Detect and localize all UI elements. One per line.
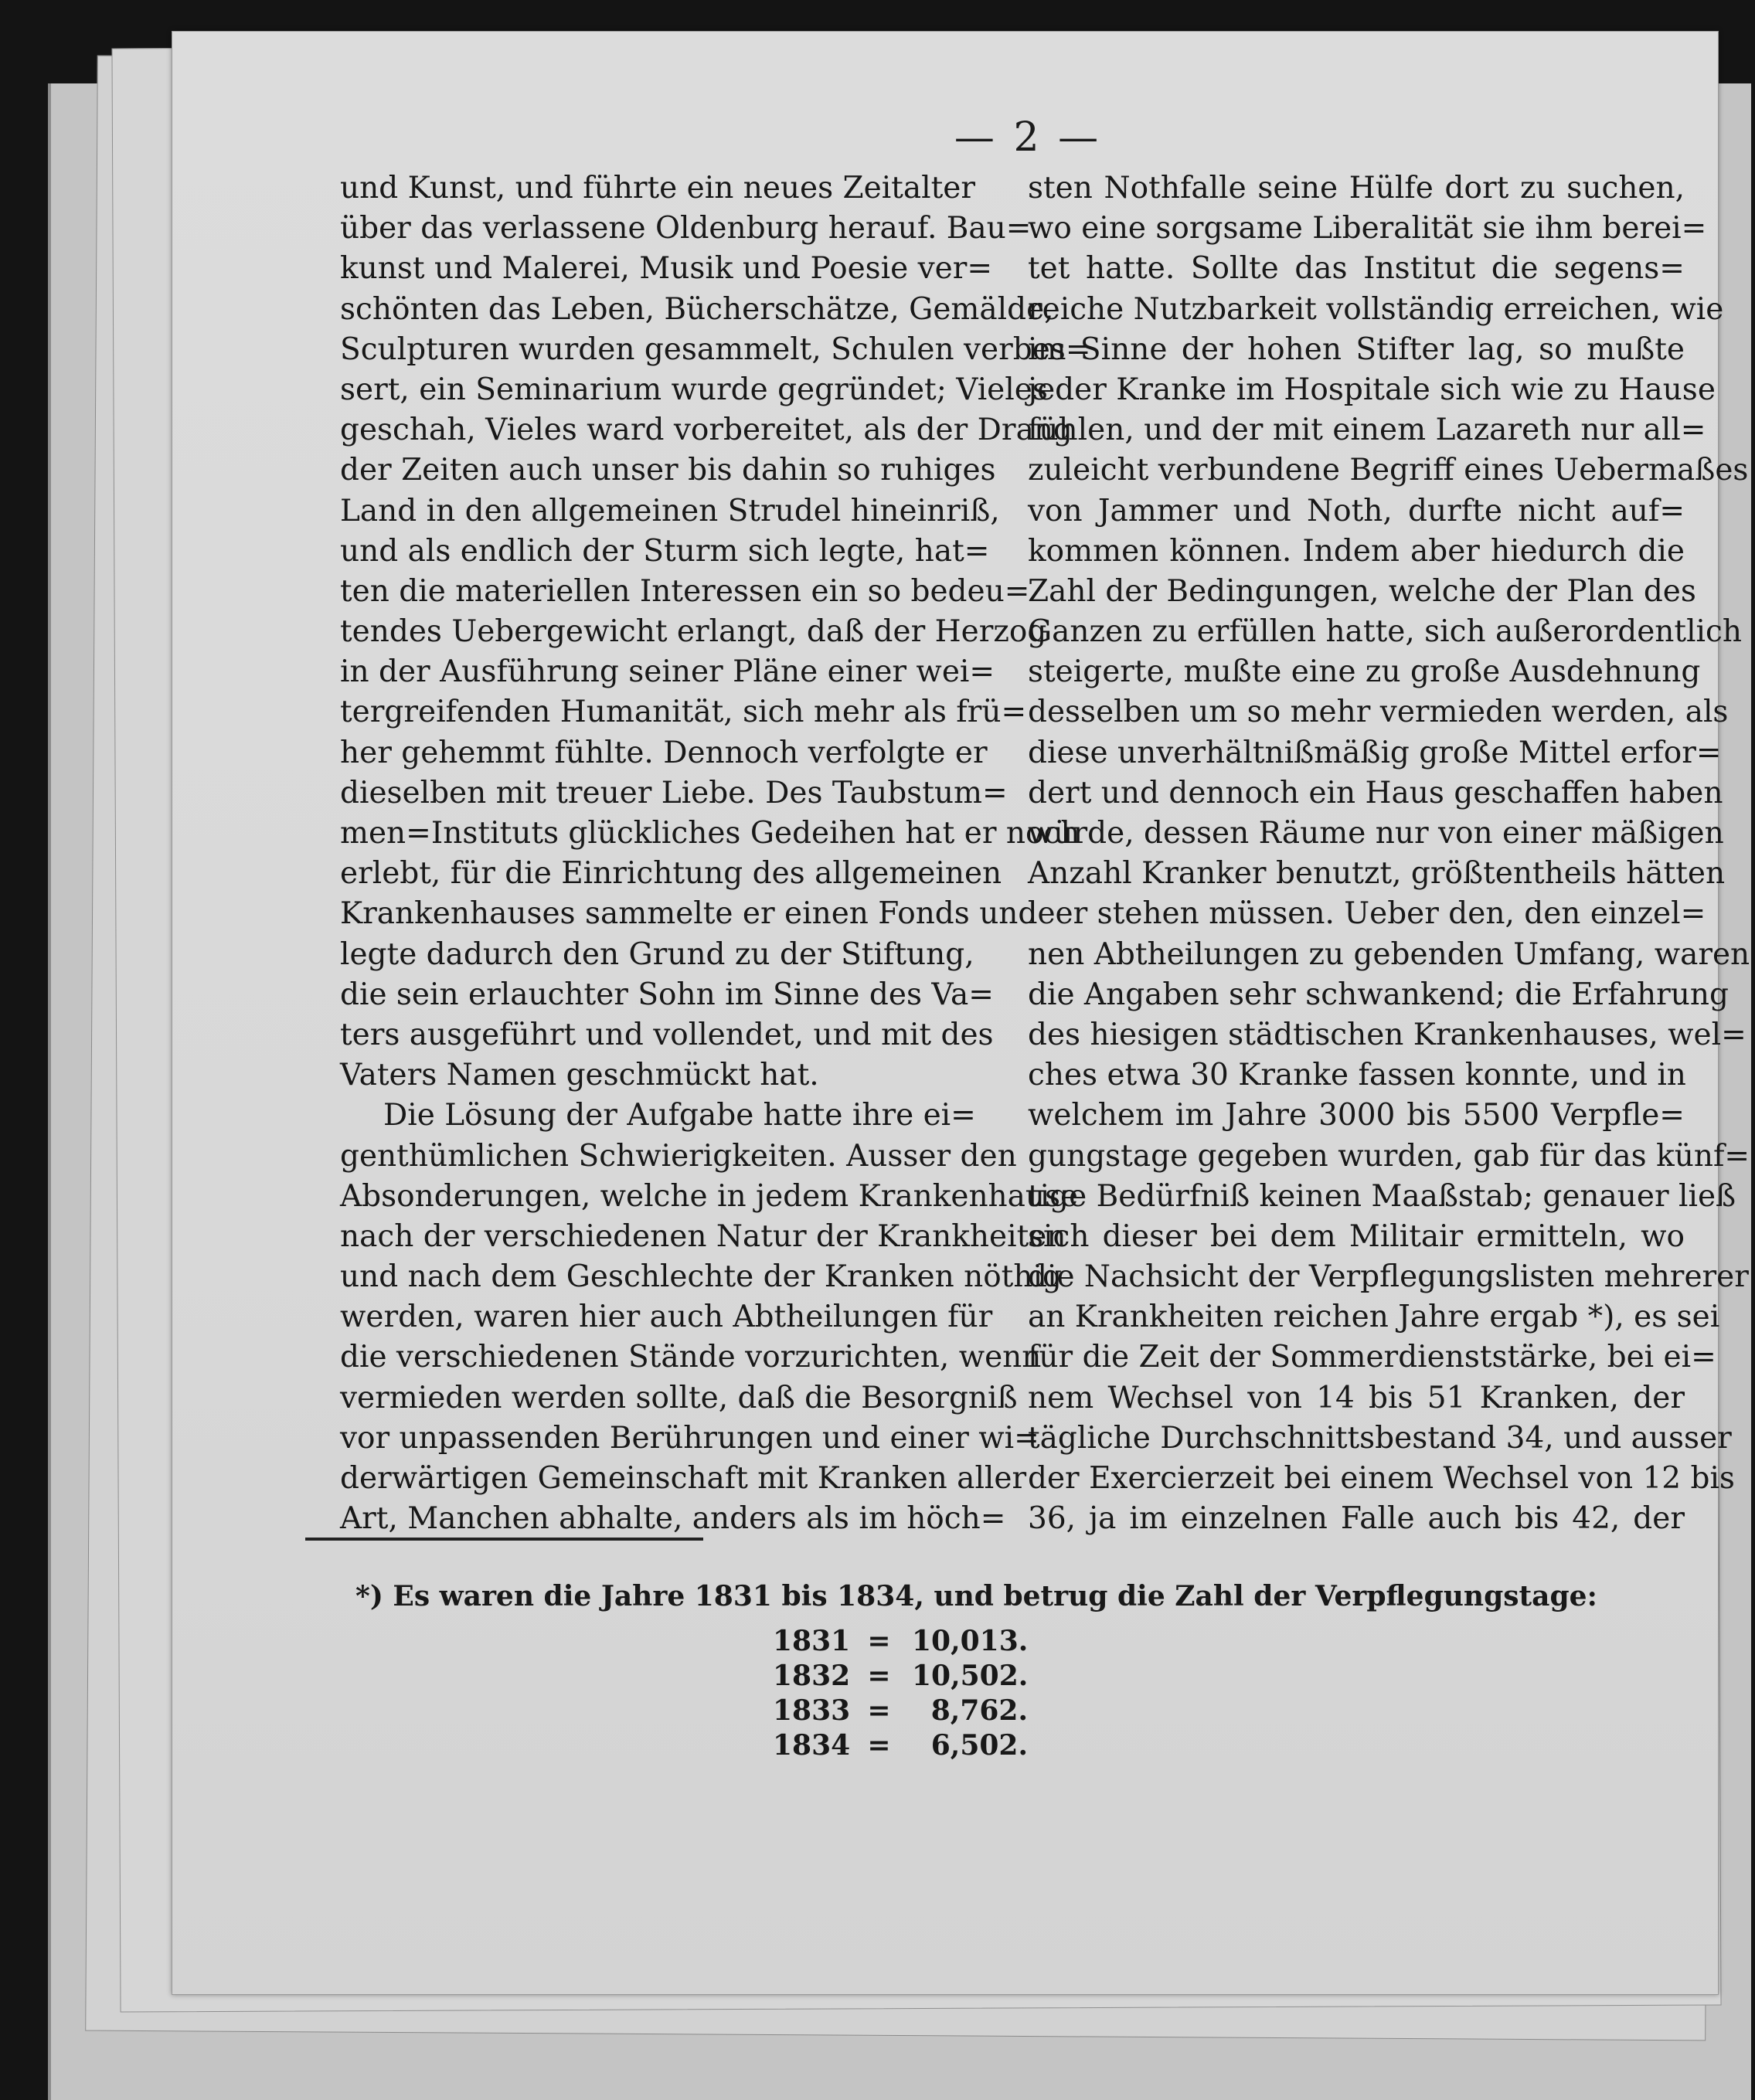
footnote-row <box>773 1728 1028 1763</box>
text-line: und nach dem Geschlechte der Kranken nöthig <box>340 1259 1062 1295</box>
text-line: Sculpturen wurden gesammelt, Schulen verbes= <box>340 331 1091 367</box>
text-line: schönten das Leben, Bücherschätze, Gemälde, <box>340 291 1054 327</box>
text-line: sten Nothfalle seine Hülfe dort zu suchen, <box>1028 171 1685 206</box>
text-line: Vaters Namen geschmückt hat. <box>340 1058 819 1093</box>
text-line: des hiesigen städtischen Krankenhauses, wel= <box>1028 1017 1746 1052</box>
footnote-equals: = <box>867 1625 891 1657</box>
text-line: ten die materiellen Interessen ein so bedeu= <box>340 573 1030 609</box>
footnote-equals: = <box>867 1729 891 1762</box>
text-column-left <box>340 168 1091 1539</box>
footnote-value: 6,502. <box>930 1729 1028 1762</box>
footnote-year: 1832 <box>773 1660 851 1692</box>
text-line: die Nachsicht der Verpflegungslisten mehrerer <box>1028 1259 1749 1295</box>
text-line: dieselben mit treuer Liebe. Des Taubstum= <box>340 775 1008 810</box>
text-line: der Zeiten auch unser bis dahin so ruhiges <box>340 453 996 488</box>
footnote-year: 1833 <box>773 1694 851 1727</box>
text-line: geschah, Vieles ward vorbereitet, als der Drang <box>340 413 1073 448</box>
text-line: jeder Kranke im Hospitale sich wie zu Hause <box>1028 372 1716 407</box>
text-line: von Jammer und Noth, durfte nicht auf= <box>1028 493 1685 528</box>
text-line: dert und dennoch ein Haus geschaffen haben <box>1028 775 1723 810</box>
text-line: Anzahl Kranker benutzt, größtentheils hätten <box>1028 856 1726 892</box>
text-line: und als endlich der Sturm sich legte, hat= <box>340 533 990 569</box>
text-line: sert, ein Seminarium wurde gegründet; Vieles <box>340 372 1048 407</box>
text-line: diese unverhältnißmäßig große Mittel erfor= <box>1028 735 1722 770</box>
footnote-value: 10,502. <box>912 1660 1029 1692</box>
text-line: tergreifenden Humanität, sich mehr als frü= <box>340 695 1027 730</box>
footnote-value: 8,762. <box>930 1694 1028 1727</box>
text-line: 36, ja im einzelnen Falle auch bis 42, der <box>1028 1501 1685 1537</box>
text-line: ches etwa 30 Kranke fassen konnte, und in <box>1028 1058 1686 1093</box>
text-line: tendes Uebergewicht erlangt, daß der Herzog <box>340 614 1047 650</box>
text-line: nach der verschiedenen Natur der Krankheiten <box>340 1218 1066 1254</box>
text-line: die sein erlauchter Sohn im Sinne des Va= <box>340 977 994 1012</box>
footnote-equals: = <box>867 1694 891 1727</box>
text-line: her gehemmt fühlte. Dennoch verfolgte er <box>340 735 988 770</box>
text-line: legte dadurch den Grund zu der Stiftung, <box>340 936 974 972</box>
text-line: in der Ausführung seiner Pläne einer wei= <box>340 654 995 690</box>
text-line: derwärtigen Gemeinschaft mit Kranken aller <box>340 1461 1027 1496</box>
text-line: Krankenhauses sammelte er einen Fonds und <box>340 896 1038 932</box>
text-line: nen Abtheilungen zu gebenden Umfang, waren <box>1028 936 1750 972</box>
text-line: vermieden werden sollte, daß die Besorgniß <box>340 1380 1018 1415</box>
text-line: wo eine sorgsame Liberalität sie ihm berei= <box>1028 211 1707 246</box>
text-line: leer stehen müssen. Ueber den, den einzel= <box>1028 896 1706 932</box>
text-line: tägliche Durchschnittsbestand 34, und ausser <box>1028 1420 1732 1456</box>
text-line: gungstage gegeben wurden, gab für das künf= <box>1028 1138 1750 1174</box>
footnote-rule <box>305 1538 703 1541</box>
footnote-year: 1834 <box>773 1729 851 1762</box>
text-line: welchem im Jahre 3000 bis 5500 Verpfle= <box>1028 1098 1685 1133</box>
footnote-table <box>773 1624 1028 1763</box>
text-line: über das verlassene Oldenburg herauf. Bau= <box>340 211 1032 246</box>
text-line: men=Instituts glückliches Gedeihen hat er noch <box>340 816 1080 851</box>
text-line: die Angaben sehr schwankend; die Erfahrung <box>1028 977 1729 1012</box>
text-line: für die Zeit der Sommerdienststärke, bei ei= <box>1028 1340 1716 1375</box>
text-line: der Exercierzeit bei einem Wechsel von 12 bis <box>1028 1461 1735 1496</box>
text-line: und Kunst, und führte ein neues Zeitalter <box>340 171 975 206</box>
footnote-row <box>773 1659 1028 1694</box>
text-line: Art, Manchen abhalte, anders als im höch= <box>340 1501 1006 1537</box>
text-line: die verschiedenen Stände vorzurichten, wenn <box>340 1340 1042 1375</box>
text-line: würde, dessen Räume nur von einer mäßigen <box>1028 816 1724 851</box>
text-line: vor unpassenden Berührungen und einer wi= <box>340 1420 1039 1456</box>
text-line: werden, waren hier auch Abtheilungen für <box>340 1300 993 1335</box>
footnote <box>355 1576 1597 1762</box>
text-line: sich dieser bei dem Militair ermitteln, wo <box>1028 1218 1685 1254</box>
footnote-row <box>773 1624 1028 1659</box>
text-line: Ganzen zu erfüllen hatte, sich außerordentlich <box>1028 614 1742 650</box>
text-line: Absonderungen, welche in jedem Krankenhause <box>340 1178 1079 1214</box>
text-line: an Krankheiten reichen Jahre ergab *), es sei <box>1028 1300 1720 1335</box>
text-line: nem Wechsel von 14 bis 51 Kranken, der <box>1028 1380 1685 1415</box>
text-line: erlebt, für die Einrichtung des allgemeinen <box>340 856 1002 892</box>
text-line: Die Lösung der Aufgabe hatte ihre ei= <box>383 1098 976 1133</box>
text-line: kunst und Malerei, Musik und Poesie ver= <box>340 251 993 287</box>
text-column-right <box>1028 168 1750 1539</box>
text-line: tige Bedürfniß keinen Maaßstab; genauer ließ <box>1028 1178 1736 1214</box>
text-line: ters ausgeführt und vollendet, und mit des <box>340 1017 994 1052</box>
text-line: im Sinne der hohen Stifter lag, so mußte <box>1028 331 1685 367</box>
text-line: steigerte, mußte eine zu große Ausdehnung <box>1028 654 1701 690</box>
text-line: desselben um so mehr vermieden werden, als <box>1028 695 1729 730</box>
text-line: reiche Nutzbarkeit vollständig erreichen, wie <box>1028 291 1724 327</box>
text-line: Zahl der Bedingungen, welche der Plan des <box>1028 573 1696 609</box>
text-line: zuleicht verbundene Begriff eines Uebermaßes <box>1028 453 1749 488</box>
footnote-heading: *) Es waren die Jahre 1831 bis 1834, und betrug die Zahl der Verpflegungstage: <box>355 1580 1597 1612</box>
footnote-value: 10,013. <box>912 1625 1029 1657</box>
text-line: fühlen, und der mit einem Lazareth nur all= <box>1028 413 1706 448</box>
footnote-year: 1831 <box>773 1625 851 1657</box>
text-line: tet hatte. Sollte das Institut die segens= <box>1028 251 1685 287</box>
page-number: — 2 — <box>954 114 1102 161</box>
text-line: kommen können. Indem aber hiedurch die <box>1028 533 1685 569</box>
footnote-row <box>773 1694 1028 1728</box>
text-line: Land in den allgemeinen Strudel hineinriß, <box>340 493 1000 528</box>
footnote-equals: = <box>867 1660 891 1692</box>
text-line: genthümlichen Schwierigkeiten. Ausser den <box>340 1138 1017 1174</box>
